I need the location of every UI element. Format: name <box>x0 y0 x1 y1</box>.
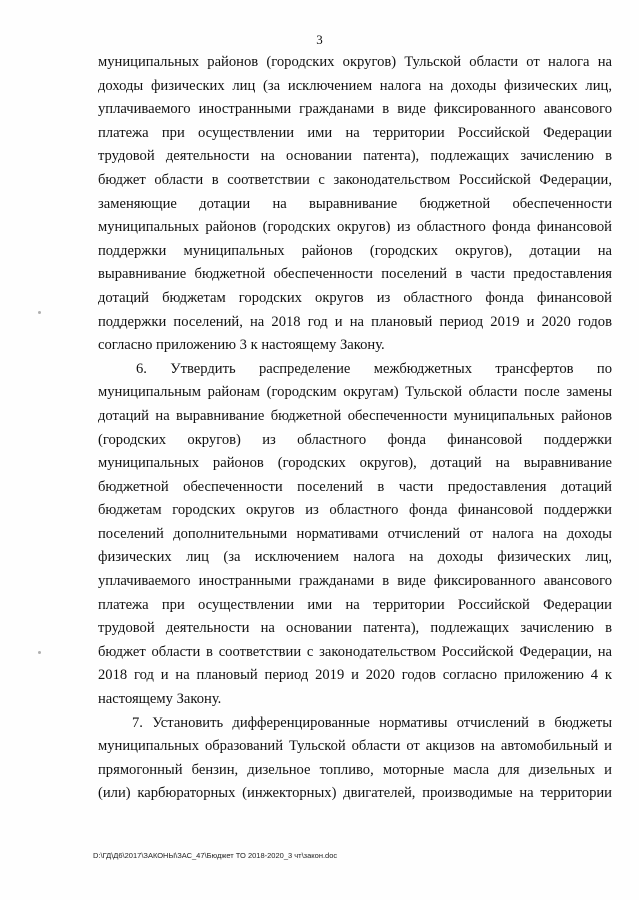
footer-file-path: D:\ГД\Д6\2017\ЗАКОНЫ\ЗАС_47\Бюджет ТО 2018-2020_3 чт\закон.doc <box>93 851 338 860</box>
text-line: (городских округов) из областного фонда финансовой поддержки <box>98 431 612 448</box>
text-line: заменяющие дотации на выравнивание бюджетной обеспеченности <box>98 195 612 212</box>
text-line: муниципальных районов (городских округов) Тульской области от налога на <box>98 54 612 70</box>
text-line: муниципальным районам (городским округам) Тульской области после замены <box>98 384 612 401</box>
text-line: трудовой деятельности на основании патента), подлежащих зачислению в <box>98 148 612 165</box>
text-line: поселений дополнительными нормативами отчислений от налога на доходы <box>98 525 612 542</box>
text-line: бюджетам городских округов из областного фонда финансовой поддержки <box>98 502 612 519</box>
text-line: согласно приложению 3 к настоящему Закону. <box>98 337 385 354</box>
text-line: выравнивание бюджетной обеспеченности поселений в части предоставления <box>98 266 612 283</box>
text-line: поддержки поселений, на 2018 год и на плановый период 2019 и 2020 годов <box>98 313 612 330</box>
text-line: поддержки муниципальных районов (городских округов), дотации на <box>98 242 612 259</box>
text-line: муниципальных районов (городских округов), дотаций на выравнивание <box>98 455 612 472</box>
text-line: бюджет области в соответствии с законодательством Российской Федерации, <box>98 171 612 188</box>
text-line: (или) карбюраторных (инжекторных) двигателей, производимые на территории <box>98 785 612 802</box>
text-line: уплачиваемого иностранными гражданами в виде фиксированного авансового <box>98 101 612 118</box>
scan-speck <box>38 311 41 314</box>
text-line: 2018 год и на плановый период 2019 и 2020 годов согласно приложению 4 к <box>98 667 612 684</box>
text-line: прямогонный бензин, дизельное топливо, моторные масла для дизельных и <box>98 761 612 778</box>
text-line: уплачиваемого иностранными гражданами в виде фиксированного авансового <box>98 573 612 590</box>
text-line: 6. Утвердить распределение межбюджетных трансфертов по <box>136 360 612 377</box>
text-line: доходы физических лиц (за исключением налога на доходы физических лиц, <box>98 77 612 94</box>
text-line: муниципальных образований Тульской области от акцизов на автомобильный и <box>98 738 612 755</box>
text-line: муниципальных районов (городских округов) из областного фонда финансовой <box>98 219 612 236</box>
scan-speck <box>38 651 41 654</box>
text-line: физических лиц (за исключением налога на доходы физических лиц, <box>98 549 612 566</box>
text-line: дотаций бюджетам городских округов из областного фонда финансовой <box>98 289 612 306</box>
text-line: настоящему Закону. <box>98 691 222 708</box>
text-line: дотаций на выравнивание бюджетной обеспеченности муниципальных районов <box>98 407 612 424</box>
text-line: бюджет области в соответствии с законодательством Российской Федерации, на <box>98 643 612 660</box>
text-line: бюджетной обеспеченности поселений в части предоставления дотаций <box>98 478 612 495</box>
text-line: 7. Установить дифференцированные нормативы отчислений в бюджеты <box>132 714 612 731</box>
text-line: трудовой деятельности на основании патента), подлежащих зачислению в <box>98 620 612 637</box>
document-body-text <box>98 51 612 806</box>
text-line: платежа при осуществлении ими на территории Российской Федерации <box>98 124 612 141</box>
page-number: 3 <box>316 32 323 47</box>
text-line: платежа при осуществлении ими на территории Российской Федерации <box>98 596 612 613</box>
